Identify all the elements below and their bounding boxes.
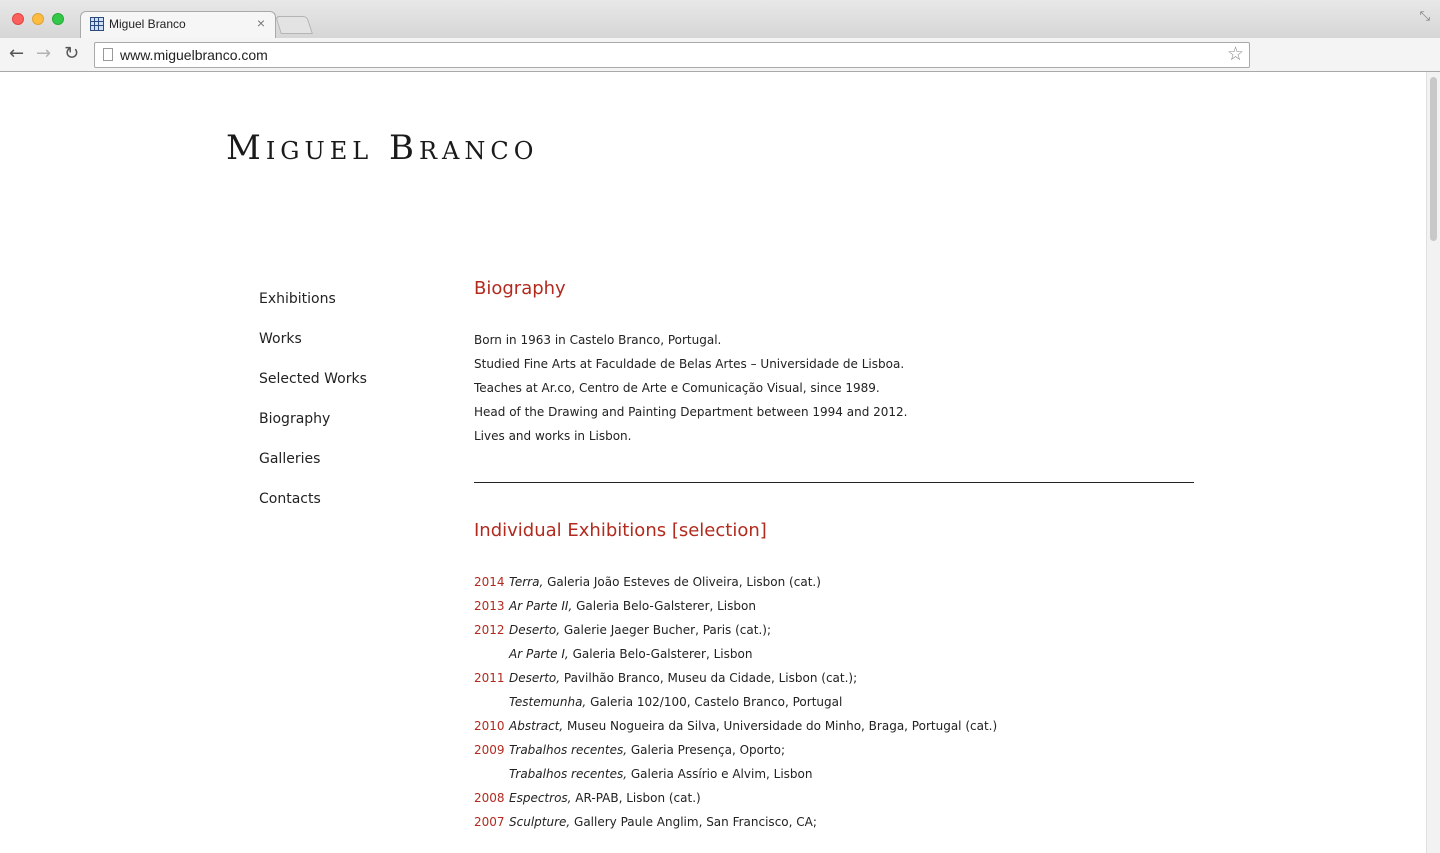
exhibitions-list [474, 574, 1194, 838]
exhibition-title: Trabalhos recentes, [509, 743, 628, 757]
page-scrollbar[interactable] [1426, 72, 1440, 853]
exhibition-venue: Galerie Jaeger Bucher, Paris (cat.); [560, 623, 771, 637]
exhibition-year: 2011 [474, 671, 505, 685]
exhibition-title: Terra, [509, 575, 544, 589]
tab-title: Miguel Branco [109, 17, 186, 31]
nav-exhibitions[interactable]: Exhibitions [259, 291, 336, 307]
address-bar[interactable] [94, 42, 1250, 68]
new-tab-button[interactable] [275, 16, 313, 34]
exhibition-year: 2008 [474, 791, 505, 805]
reload-icon[interactable]: ↻ [64, 43, 80, 64]
site-title[interactable]: Miguel Branco [226, 128, 539, 168]
exhibition-venue: Galeria João Esteves de Oliveira, Lisbon (cat.) [543, 575, 821, 589]
exhibition-title: Deserto, [509, 671, 561, 685]
bio-line: Studied Fine Arts at Faculdade de Belas Artes – Universidade de Lisboa. [474, 357, 905, 371]
exhibition-venue: Galeria Presença, Oporto; [627, 743, 786, 757]
tab-close-icon[interactable]: × [256, 15, 265, 31]
browser-tab[interactable] [80, 11, 276, 38]
exhibition-title: Deserto, [509, 623, 561, 637]
exhibition-venue: Museu Nogueira da Silva, Universidade do Minho, Braga, Portugal (cat.) [563, 719, 998, 733]
window-titlebar [0, 0, 1440, 38]
exhibition-title: Sculpture, [509, 815, 571, 829]
biography-heading: Biography [474, 278, 566, 299]
exhibition-row [474, 790, 1194, 814]
exhibition-row [474, 598, 1194, 622]
favicon-icon [90, 17, 104, 31]
exhibition-venue: Galeria 102/100, Castelo Branco, Portugal [586, 695, 843, 709]
exhibition-row [474, 670, 1194, 694]
exhibition-year: 2014 [474, 575, 505, 589]
back-arrow-icon[interactable]: ← [9, 43, 25, 64]
url-text[interactable]: www.miguelbranco.com [120, 47, 268, 63]
nav-biography[interactable]: Biography [259, 411, 331, 427]
exhibition-venue: AR-PAB, Lisbon (cat.) [571, 791, 701, 805]
exhibition-row [474, 622, 1194, 646]
browser-toolbar [0, 38, 1440, 72]
exhibition-title: Trabalhos recentes, [509, 767, 628, 781]
exhibition-year: 2009 [474, 743, 505, 757]
exhibition-row [474, 574, 1194, 598]
bookmark-star-icon[interactable]: ☆ [1226, 43, 1244, 65]
exhibition-row [474, 766, 1194, 790]
bio-line: Born in 1963 in Castelo Branco, Portugal. [474, 333, 722, 347]
minimize-window-button[interactable] [32, 13, 44, 25]
close-window-button[interactable] [12, 13, 24, 25]
exhibition-row [474, 742, 1194, 766]
main-content [474, 278, 1194, 838]
exhibition-year: 2007 [474, 815, 505, 829]
exhibitions-heading: Individual Exhibitions [selection] [474, 520, 767, 541]
exhibition-year: 2012 [474, 623, 505, 637]
exhibition-venue: Galeria Belo-Galsterer, Lisbon [568, 647, 753, 661]
exhibition-title: Abstract, [509, 719, 564, 733]
exhibition-venue: Pavilhão Branco, Museu da Cidade, Lisbon (cat.); [560, 671, 858, 685]
exhibition-venue: Galeria Assírio e Alvim, Lisbon [627, 767, 813, 781]
biography-text [474, 332, 1194, 452]
exhibition-title: Ar Parte II, [509, 599, 573, 613]
exhibition-title: Testemunha, [509, 695, 587, 709]
bio-line: Lives and works in Lisbon. [474, 429, 632, 443]
exhibition-year: 2013 [474, 599, 505, 613]
fullscreen-icon[interactable]: ⤡ [1419, 9, 1430, 24]
exhibition-row [474, 718, 1194, 742]
site-navigation [259, 291, 367, 531]
exhibition-title: Espectros, [509, 791, 572, 805]
zoom-window-button[interactable] [52, 13, 64, 25]
page-icon [103, 48, 113, 61]
nav-selected-works[interactable]: Selected Works [259, 371, 367, 387]
exhibition-year: 2010 [474, 719, 505, 733]
exhibition-row [474, 694, 1194, 718]
section-divider [474, 482, 1194, 483]
page-viewport [0, 72, 1426, 853]
nav-works[interactable]: Works [259, 331, 302, 347]
scrollbar-thumb[interactable] [1430, 77, 1437, 241]
bio-line: Head of the Drawing and Painting Department between 1994 and 2012. [474, 405, 908, 419]
exhibition-venue: Gallery Paule Anglim, San Francisco, CA; [570, 815, 817, 829]
exhibition-venue: Galeria Belo-Galsterer, Lisbon [572, 599, 756, 613]
exhibition-row [474, 646, 1194, 670]
nav-galleries[interactable]: Galleries [259, 451, 321, 467]
nav-contacts[interactable]: Contacts [259, 491, 321, 507]
forward-arrow-icon[interactable]: → [36, 43, 52, 64]
bio-line: Teaches at Ar.co, Centro de Arte e Comunicação Visual, since 1989. [474, 381, 880, 395]
exhibition-row [474, 814, 1194, 838]
exhibition-title: Ar Parte I, [509, 647, 569, 661]
